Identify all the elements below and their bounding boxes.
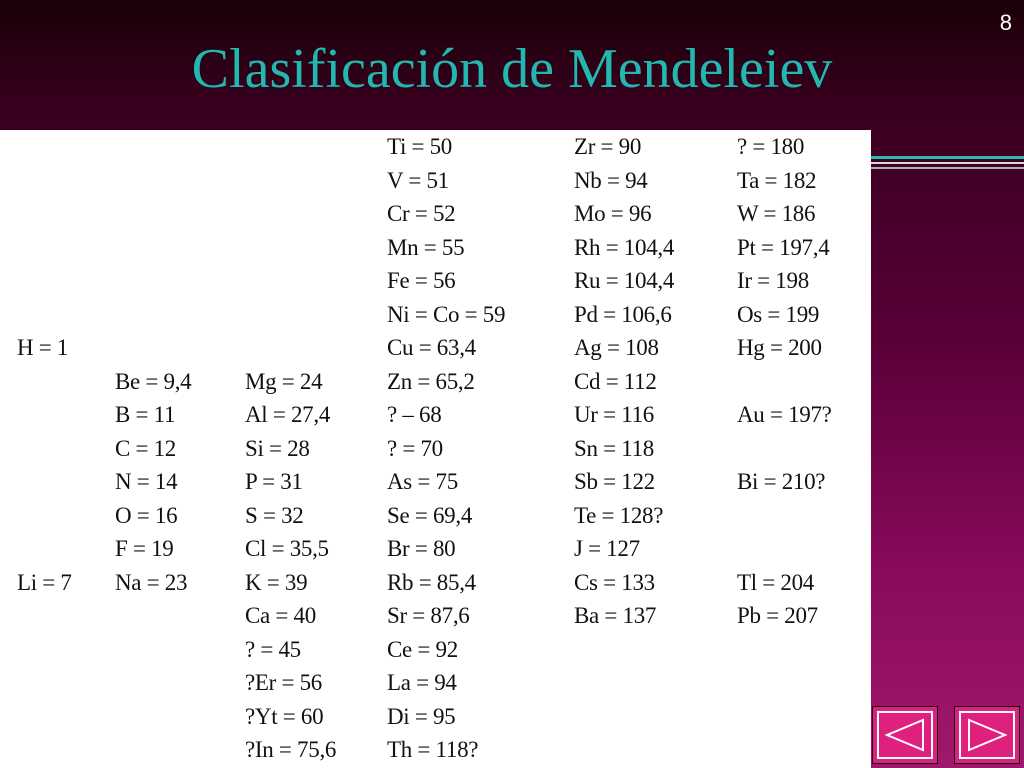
element-cell: V = 51: [387, 167, 449, 193]
element-cell: Di = 95: [387, 703, 456, 729]
element-cell: Zn = 65,2: [387, 368, 475, 394]
triangle-right-icon: [965, 717, 1009, 753]
element-cell: Na = 23: [115, 569, 188, 595]
element-cell: Be = 9,4: [115, 368, 192, 394]
element-cell: Cr = 52: [387, 201, 456, 226]
element-cell: C = 12: [115, 435, 177, 461]
element-cell: Ag = 108: [574, 335, 659, 360]
element-cell: P = 31: [245, 469, 303, 494]
element-cell: La = 94: [387, 670, 457, 695]
element-cell: Cd = 112: [574, 368, 657, 394]
element-cell: W = 186: [737, 201, 816, 226]
element-cell: ? – 68: [387, 402, 442, 427]
triangle-left-icon: [883, 717, 927, 753]
element-cell: Te = 128?: [574, 502, 664, 528]
element-cell: ? = 45: [245, 636, 301, 662]
element-cell: Sb = 122: [574, 469, 655, 494]
mendeleev-table: [0, 130, 871, 768]
element-cell: H = 1: [17, 335, 69, 360]
element-cell: Cs = 133: [574, 569, 655, 595]
element-cell: Tl = 204: [737, 569, 815, 595]
element-cell: Th = 118?: [387, 737, 479, 762]
element-cell: Cu = 63,4: [387, 335, 476, 360]
element-cell: ?Er = 56: [245, 670, 322, 695]
element-cell: O = 16: [115, 502, 178, 528]
slide-title: Clasificación de Mendeleiev: [191, 38, 833, 100]
element-cell: ? = 70: [387, 435, 443, 461]
element-cell: J = 127: [574, 536, 640, 561]
element-cell: Mg = 24: [245, 368, 323, 394]
element-cell: Mn = 55: [387, 234, 465, 260]
element-cell: F = 19: [115, 536, 174, 561]
slide-number: 8: [999, 10, 1012, 35]
element-cell: ?Yt = 60: [245, 703, 324, 729]
element-cell: Os = 199: [737, 301, 820, 327]
element-cell: Ru = 104,4: [574, 268, 675, 293]
element-cell: Cl = 35,5: [245, 536, 329, 561]
element-cell: Bi = 210?: [737, 469, 826, 494]
previous-slide-button[interactable]: [872, 706, 938, 764]
element-cell: ? = 180: [737, 134, 805, 159]
element-cell: Sn = 118: [574, 435, 655, 461]
element-cell: Zr = 90: [574, 134, 642, 159]
next-slide-button[interactable]: [954, 706, 1020, 764]
element-cell: Se = 69,4: [387, 502, 473, 528]
element-cell: Rb = 85,4: [387, 569, 476, 595]
element-cell: K = 39: [245, 569, 308, 595]
element-cell: Ce = 92: [387, 636, 458, 662]
element-cell: Rh = 104,4: [574, 234, 675, 260]
element-cell: Pt = 197,4: [737, 234, 830, 260]
element-cell: Pb = 207: [737, 603, 818, 628]
element-cell: N = 14: [115, 469, 178, 494]
element-cell: Mo = 96: [574, 201, 652, 226]
element-cell: Sr = 87,6: [387, 603, 470, 628]
element-cell: Fe = 56: [387, 268, 456, 293]
element-cell: Ur = 116: [574, 402, 654, 427]
element-cell: Li = 7: [17, 569, 72, 595]
element-cell: Si = 28: [245, 435, 310, 461]
element-cell: Br = 80: [387, 536, 456, 561]
element-cell: S = 32: [245, 502, 304, 528]
element-cell: Ti = 50: [387, 134, 453, 159]
element-cell: Ta = 182: [737, 167, 817, 193]
element-cell: ?In = 75,6: [245, 737, 337, 762]
decorative-lines: [868, 150, 1024, 180]
element-cell: Au = 197?: [737, 402, 832, 427]
element-cell: Nb = 94: [574, 167, 648, 193]
element-cell: Ni = Co = 59: [387, 301, 506, 327]
element-cell: Hg = 200: [737, 335, 822, 360]
element-cell: Pd = 106,6: [574, 301, 672, 327]
element-cell: Ba = 137: [574, 603, 657, 628]
element-cell: As = 75: [387, 469, 458, 494]
element-cell: Ca = 40: [245, 603, 316, 628]
element-cell: Al = 27,4: [245, 402, 331, 427]
element-cell: B = 11: [115, 402, 176, 427]
element-cell: Ir = 198: [737, 268, 809, 293]
